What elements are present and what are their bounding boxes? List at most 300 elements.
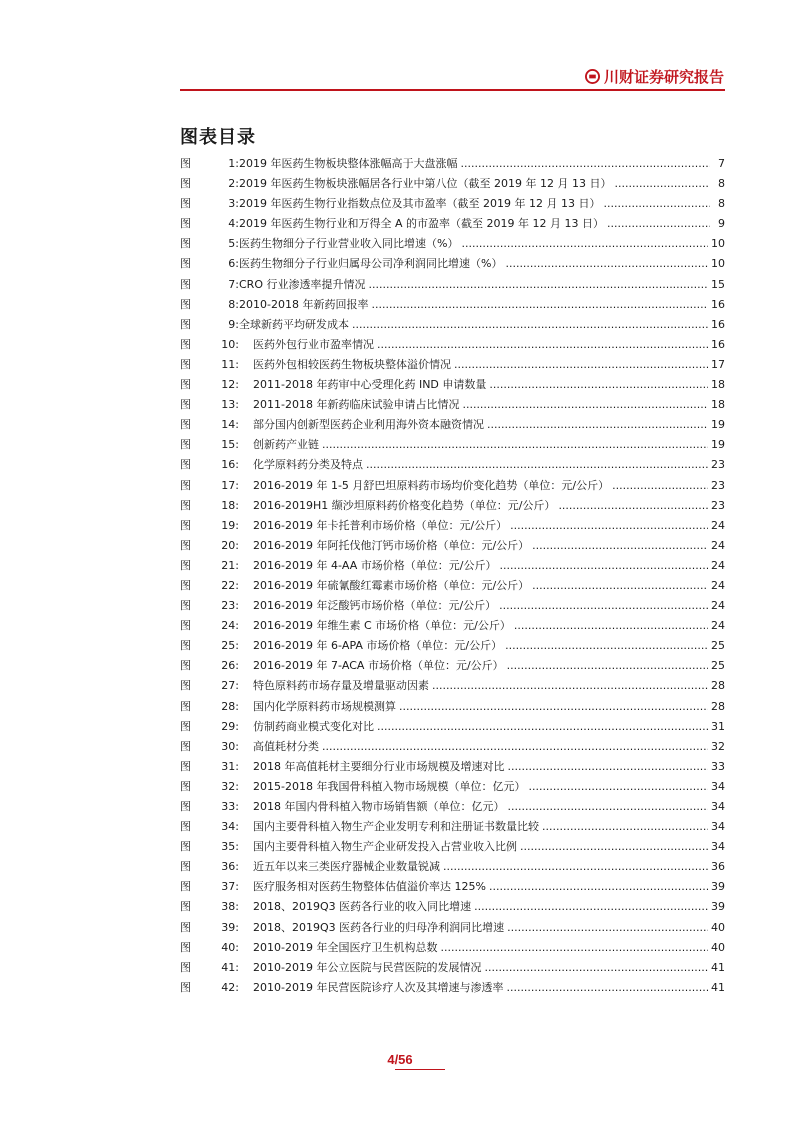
dot-leader: [440, 938, 708, 958]
figure-title: 医药外包相较医药生物板块整体溢价情况: [253, 357, 451, 371]
figure-number: 11:: [221, 357, 239, 371]
figure-label-word: 图: [180, 197, 191, 211]
toc-entry[interactable]: [180, 857, 725, 877]
figure-number: 36:: [221, 860, 239, 874]
dot-leader: [510, 516, 708, 536]
toc-entry[interactable]: [180, 295, 725, 315]
toc-entry[interactable]: [180, 717, 725, 737]
page-ref: 24: [711, 578, 725, 592]
figure-number: 26:: [221, 659, 239, 673]
page-ref: 24: [711, 518, 725, 532]
figure-label-word: 图: [180, 779, 191, 793]
toc-entry[interactable]: [180, 938, 725, 958]
dot-leader: [542, 817, 708, 837]
figure-label: [180, 476, 239, 496]
figure-label-word: 图: [180, 719, 191, 733]
toc-entry[interactable]: [180, 315, 725, 335]
dot-leader: [612, 476, 708, 496]
page-ref: 18: [711, 398, 725, 412]
figure-title: 2018 年高值耗材主要细分行业市场规模及增速对比: [253, 759, 505, 773]
figure-label: [180, 958, 239, 978]
toc-entry[interactable]: [180, 777, 725, 797]
toc-entry[interactable]: [180, 596, 725, 616]
figure-label-word: 图: [180, 277, 191, 291]
figure-label-word: 图: [180, 257, 191, 271]
figure-number: 3:: [228, 197, 239, 211]
figure-label: [180, 455, 239, 475]
dot-leader: [520, 837, 708, 857]
toc-entry[interactable]: [180, 335, 725, 355]
dot-leader: [371, 295, 708, 315]
dot-leader: [322, 435, 708, 455]
figure-label: [180, 576, 239, 596]
figure-label-word: 图: [180, 619, 191, 633]
figure-label: [180, 737, 239, 757]
figure-number: 22:: [221, 578, 239, 592]
figure-label: [180, 636, 239, 656]
dot-leader: [462, 395, 708, 415]
page-ref: 28: [711, 679, 725, 693]
page-ref: 31: [711, 719, 725, 733]
figure-label: [180, 275, 239, 295]
figure-number: 20:: [221, 538, 239, 552]
figure-label: [180, 295, 239, 315]
figure-number: 10:: [221, 337, 239, 351]
page-ref: 34: [711, 820, 725, 834]
figure-label-word: 图: [180, 378, 191, 392]
page-ref: 8: [718, 177, 725, 191]
figure-title: CRO 行业渗透率提升情况: [239, 277, 366, 291]
page-ref: 16: [711, 297, 725, 311]
figure-title: 2016-2019 年 1-5 月舒巴坦原料药市场均价变化趋势（单位：元/公斤）: [253, 478, 610, 492]
page-ref: 36: [711, 860, 725, 874]
figure-title: 医药外包行业市盈率情况: [253, 337, 374, 351]
figure-label-word: 图: [180, 840, 191, 854]
figure-title: 2019 年医药生物行业指数点位及其市盈率（截至 2019 年 12 月 13 日）: [239, 197, 601, 211]
figure-title: 特色原料药市场存量及增量驱动因素: [253, 679, 429, 693]
figure-label-word: 图: [180, 498, 191, 512]
page-ref: 24: [711, 538, 725, 552]
figure-title: 2016-2019 年 7-ACA 市场价格（单位：元/公斤）: [253, 659, 504, 673]
figure-number: 7:: [228, 277, 239, 291]
figure-label: [180, 435, 239, 455]
figure-label-word: 图: [180, 478, 191, 492]
figure-label: [180, 676, 239, 696]
figure-label: [180, 194, 239, 214]
report-header-brand: [585, 64, 724, 88]
toc-entry[interactable]: [180, 697, 725, 717]
figure-label-word: 图: [180, 538, 191, 552]
figure-number: 24:: [221, 619, 239, 633]
figure-title: 国内主要骨科植入物生产企业发明专利和注册证书数量比较: [253, 820, 539, 834]
figure-label: [180, 656, 239, 676]
dot-leader: [603, 194, 710, 214]
figure-number: 32:: [221, 779, 239, 793]
figure-table-of-contents: [180, 154, 725, 998]
figure-title: 2016-2019 年泛酸钙市场价格（单位：元/公斤）: [253, 599, 497, 613]
figure-label: [180, 556, 239, 576]
toc-title: 图表目录: [180, 127, 256, 148]
dot-leader: [352, 315, 708, 335]
figure-number: 42:: [221, 980, 239, 994]
figure-number: 28:: [221, 699, 239, 713]
figure-label: [180, 375, 239, 395]
toc-entry[interactable]: [180, 837, 725, 857]
figure-label: [180, 516, 239, 536]
toc-entry[interactable]: [180, 174, 725, 194]
figure-label-word: 图: [180, 217, 191, 231]
figure-label: [180, 496, 239, 516]
figure-title: 2010-2019 年民营医院诊疗人次及其增速与渗透率: [253, 980, 504, 994]
figure-label-word: 图: [180, 177, 191, 191]
figure-label-word: 图: [180, 639, 191, 653]
figure-title: 2016-2019H1 缬沙坦原料药价格变化趋势（单位：元/公斤）: [253, 498, 556, 512]
figure-label-word: 图: [180, 900, 191, 914]
figure-number: 15:: [221, 438, 239, 452]
dot-leader: [507, 918, 708, 938]
figure-label: [180, 234, 239, 254]
figure-label-word: 图: [180, 317, 191, 331]
figure-title: 部分国内创新型医药企业利用海外资本融资情况: [253, 418, 484, 432]
figure-title: 2016-2019 年阿托伐他汀钙市场价格（单位：元/公斤）: [253, 538, 530, 552]
page-ref: 23: [711, 478, 725, 492]
page-ref: 19: [711, 418, 725, 432]
figure-label-word: 图: [180, 980, 191, 994]
figure-label: [180, 174, 239, 194]
figure-title: 2010-2019 年全国医疗卫生机构总数: [253, 940, 438, 954]
figure-title: 2018 年国内骨科植入物市场销售额（单位：亿元）: [253, 800, 505, 813]
toc-entry[interactable]: [180, 616, 725, 636]
figure-title: 2010-2019 年公立医院与民营医院的发展情况: [253, 960, 482, 974]
page-ref: 9: [718, 217, 725, 231]
page-ref: 39: [711, 880, 725, 894]
toc-entry[interactable]: [180, 817, 725, 837]
figure-number: 5:: [228, 237, 239, 251]
figure-title: 2016-2019 年卡托普利市场价格（单位：元/公斤）: [253, 518, 508, 532]
figure-title: 2019 年医药生物板块涨幅居各行业中第八位（截至 2019 年 12 月 13 日）: [239, 177, 612, 191]
figure-number: 13:: [221, 398, 239, 412]
dot-leader: [454, 355, 708, 375]
figure-label-word: 图: [180, 337, 191, 351]
figure-label: [180, 817, 239, 837]
figure-title: 2011-2018 年新药临床试验申请占比情况: [253, 398, 460, 412]
figure-number: 18:: [221, 498, 239, 512]
dot-leader: [366, 455, 708, 475]
page-ref: 28: [711, 699, 725, 713]
figure-number: 41:: [221, 960, 239, 974]
dot-leader: [558, 496, 708, 516]
figure-number: 2:: [228, 177, 239, 191]
figure-label-word: 图: [180, 659, 191, 673]
figure-label: [180, 717, 239, 737]
toc-entry[interactable]: [180, 435, 725, 455]
figure-number: 31:: [221, 759, 239, 773]
toc-entry[interactable]: [180, 676, 725, 696]
dot-leader: [532, 536, 708, 556]
toc-entry[interactable]: [180, 757, 725, 777]
page-ref: 34: [711, 840, 725, 854]
dot-leader: [499, 596, 708, 616]
page-ref: 8: [718, 197, 725, 211]
page-ref: 18: [711, 378, 725, 392]
toc-entry[interactable]: [180, 275, 725, 295]
figure-number: 27:: [221, 679, 239, 693]
figure-label: [180, 777, 239, 797]
figure-label-word: 图: [180, 739, 191, 753]
figure-label-word: 图: [180, 237, 191, 251]
figure-number: 21:: [221, 558, 239, 572]
figure-number: 12:: [221, 378, 239, 392]
chuancai-logo-icon: [585, 69, 600, 84]
dot-leader: [505, 254, 708, 274]
figure-label: [180, 757, 239, 777]
page-ref: 24: [711, 599, 725, 613]
figure-label-word: 图: [180, 820, 191, 834]
figure-label: [180, 214, 239, 234]
toc-entry[interactable]: [180, 636, 725, 656]
figure-label-word: 图: [180, 800, 191, 813]
toc-entry[interactable]: [180, 395, 725, 415]
figure-title: 2010-2018 年新药回报率: [239, 297, 369, 311]
toc-entry[interactable]: [180, 897, 725, 917]
dot-leader: [499, 556, 708, 576]
figure-title: 医疗服务相对医药生物整体估值溢价率达 125%: [253, 880, 486, 894]
page-ref: 39: [711, 900, 725, 914]
dot-leader: [528, 777, 708, 797]
dot-leader: [399, 697, 708, 717]
dot-leader: [443, 857, 708, 877]
figure-label-word: 图: [180, 297, 191, 311]
page-ref: 40: [711, 920, 725, 934]
figure-number: 38:: [221, 900, 239, 914]
figure-label-word: 图: [180, 699, 191, 713]
figure-number: 8:: [228, 297, 239, 311]
dot-leader: [505, 636, 708, 656]
toc-entry[interactable]: [180, 375, 725, 395]
page-ref: 24: [711, 558, 725, 572]
toc-entry[interactable]: [180, 978, 725, 998]
toc-entry[interactable]: [180, 214, 725, 234]
page-ref: 15: [711, 277, 725, 291]
figure-label: [180, 616, 239, 636]
figure-label: [180, 335, 239, 355]
figure-number: 6:: [228, 257, 239, 271]
figure-title: 创新药产业链: [253, 438, 319, 452]
toc-entry[interactable]: [180, 877, 725, 897]
page-ref: 41: [711, 980, 725, 994]
toc-entry[interactable]: [180, 496, 725, 516]
figure-number: 29:: [221, 719, 239, 733]
figure-title: 2016-2019 年硫氰酸红霉素市场价格（单位：元/公斤）: [253, 578, 530, 592]
figure-number: 4:: [228, 217, 239, 231]
figure-label-word: 图: [180, 920, 191, 934]
toc-entry[interactable]: [180, 234, 725, 254]
figure-title: 国内化学原料药市场规模测算: [253, 699, 396, 713]
toc-entry[interactable]: [180, 737, 725, 757]
page-ref: 16: [711, 337, 725, 351]
figure-label-word: 图: [180, 518, 191, 532]
page-ref: 7: [718, 157, 725, 170]
figure-number: 19:: [221, 518, 239, 532]
figure-label-word: 图: [180, 438, 191, 452]
toc-entry[interactable]: [180, 194, 725, 214]
figure-title: 2018、2019Q3 医药各行业的收入同比增速: [253, 900, 472, 914]
header-divider: [180, 89, 725, 91]
figure-number: 23:: [221, 599, 239, 613]
figure-label: [180, 857, 239, 877]
figure-label-word: 图: [180, 458, 191, 472]
dot-leader: [507, 656, 708, 676]
figure-label: [180, 797, 239, 817]
toc-entry[interactable]: [180, 556, 725, 576]
figure-number: 9:: [228, 317, 239, 331]
figure-label-word: 图: [180, 357, 191, 371]
figure-label-word: 图: [180, 398, 191, 412]
page-ref: 17: [711, 357, 725, 371]
figure-label-word: 图: [180, 940, 191, 954]
toc-entry[interactable]: [180, 455, 725, 475]
toc-entry[interactable]: [180, 154, 725, 174]
figure-title: 2019 年医药生物行业和万得全 A 的市盈率（截至 2019 年 12 月 13 日）: [239, 217, 604, 231]
figure-title: 2019 年医药生物板块整体涨幅高于大盘涨幅: [239, 157, 458, 170]
toc-entry[interactable]: [180, 536, 725, 556]
dot-leader: [506, 978, 708, 998]
figure-title: 仿制药商业模式变化对比: [253, 719, 374, 733]
dot-leader: [614, 174, 710, 194]
figure-label: [180, 938, 239, 958]
figure-title: 化学原料药分类及特点: [253, 458, 363, 472]
figure-label-word: 图: [180, 960, 191, 974]
figure-number: 14:: [221, 418, 239, 432]
figure-number: 16:: [221, 458, 239, 472]
page-ref: 19: [711, 438, 725, 452]
figure-title: 医药生物细分子行业归属母公司净利润同比增速（%）: [239, 257, 503, 271]
toc-entry[interactable]: [180, 918, 725, 938]
toc-entry[interactable]: [180, 516, 725, 536]
footer-divider: [395, 1069, 445, 1070]
toc-entry[interactable]: [180, 797, 725, 817]
dot-leader: [461, 234, 708, 254]
figure-label: [180, 415, 239, 435]
figure-title: 近五年以来三类医疗器械企业数量锐减: [253, 860, 440, 874]
page-ref: 41: [711, 960, 725, 974]
figure-label: [180, 536, 239, 556]
figure-title: 2015-2018 年我国骨科植入物市场规模（单位：亿元）: [253, 779, 526, 793]
dot-leader: [532, 576, 708, 596]
figure-title: 国内主要骨科植入物生产企业研发投入占营业收入比例: [253, 840, 517, 854]
toc-entry[interactable]: [180, 576, 725, 596]
dot-leader: [508, 757, 709, 777]
page-ref: 24: [711, 619, 725, 633]
toc-entry[interactable]: [180, 415, 725, 435]
figure-number: 40:: [221, 940, 239, 954]
dot-leader: [489, 877, 708, 897]
dot-leader: [322, 737, 708, 757]
dot-leader: [474, 897, 708, 917]
toc-entry[interactable]: [180, 476, 725, 496]
figure-number: 1:: [228, 157, 239, 170]
page-ref: 34: [711, 779, 725, 793]
toc-entry[interactable]: [180, 355, 725, 375]
figure-title: 2016-2019 年 6-APA 市场价格（单位：元/公斤）: [253, 639, 503, 653]
figure-label: [180, 254, 239, 274]
figure-title: 2016-2019 年维生素 C 市场价格（单位：元/公斤）: [253, 619, 511, 633]
figure-label-word: 图: [180, 157, 191, 170]
dot-leader: [484, 958, 708, 978]
figure-label: [180, 355, 239, 375]
page-ref: 40: [711, 940, 725, 954]
figure-title: 全球新药平均研发成本: [239, 317, 349, 331]
figure-title: 医药生物细分子行业营业收入同比增速（%）: [239, 237, 459, 251]
page-number: 4/56: [387, 1052, 413, 1067]
figure-label-word: 图: [180, 578, 191, 592]
page-ref: 25: [711, 639, 725, 653]
figure-label-word: 图: [180, 558, 191, 572]
figure-label-word: 图: [180, 599, 191, 613]
figure-number: 30:: [221, 739, 239, 753]
toc-entry[interactable]: [180, 254, 725, 274]
figure-number: 39:: [221, 920, 239, 934]
figure-title: 2016-2019 年 4-AA 市场价格（单位：元/公斤）: [253, 558, 497, 572]
figure-label: [180, 154, 239, 174]
page-ref: 16: [711, 317, 725, 331]
figure-label: [180, 395, 239, 415]
figure-label: [180, 697, 239, 717]
dot-leader: [377, 335, 708, 355]
toc-entry[interactable]: [180, 656, 725, 676]
dot-leader: [607, 214, 710, 234]
page-ref: 25: [711, 659, 725, 673]
figure-label-word: 图: [180, 759, 191, 773]
figure-label-word: 图: [180, 679, 191, 693]
figure-number: 37:: [221, 880, 239, 894]
page-ref: 32: [711, 739, 725, 753]
dot-leader: [489, 375, 708, 395]
figure-label: [180, 897, 239, 917]
page-ref: 34: [711, 800, 725, 813]
page-ref: 10: [711, 237, 725, 251]
figure-label: [180, 596, 239, 616]
figure-label: [180, 978, 239, 998]
figure-label: [180, 877, 239, 897]
dot-leader: [514, 616, 708, 636]
page-ref: 23: [711, 498, 725, 512]
figure-label: [180, 315, 239, 335]
brand-name: 川财证券研究报告: [603, 67, 724, 86]
dot-leader: [368, 275, 708, 295]
page-ref: 33: [711, 759, 725, 773]
figure-label-word: 图: [180, 860, 191, 874]
page-ref: 23: [711, 458, 725, 472]
dot-leader: [508, 797, 709, 817]
dot-leader: [487, 415, 708, 435]
figure-number: 25:: [221, 639, 239, 653]
dot-leader: [377, 717, 708, 737]
toc-entry[interactable]: [180, 958, 725, 978]
figure-label-word: 图: [180, 880, 191, 894]
dot-leader: [432, 676, 708, 696]
figure-label-word: 图: [180, 418, 191, 432]
figure-label: [180, 837, 239, 857]
figure-number: 33:: [221, 800, 239, 813]
figure-number: 34:: [221, 820, 239, 834]
figure-title: 2018、2019Q3 医药各行业的归母净利润同比增速: [253, 920, 505, 934]
page-ref: 10: [711, 257, 725, 271]
figure-number: 35:: [221, 840, 239, 854]
dot-leader: [461, 154, 711, 174]
figure-title: 高值耗材分类: [253, 739, 319, 753]
figure-label: [180, 918, 239, 938]
